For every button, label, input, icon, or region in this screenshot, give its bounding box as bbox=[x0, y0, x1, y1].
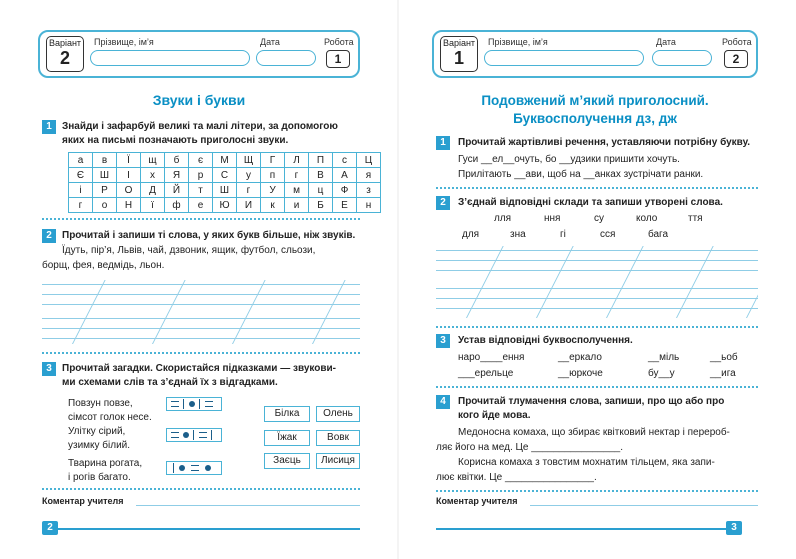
teacher-comment-label: Коментар учителя bbox=[42, 496, 124, 506]
riddle-line: узимку білий. bbox=[68, 440, 131, 451]
teacher-comment-field[interactable] bbox=[136, 505, 360, 506]
letter-cell[interactable]: Ї bbox=[117, 153, 141, 168]
letter-cell[interactable]: р bbox=[189, 168, 213, 183]
variant-box bbox=[46, 36, 84, 72]
divider bbox=[436, 386, 758, 388]
letter-cell[interactable]: ї bbox=[141, 198, 165, 213]
variant-label: Варіант bbox=[48, 38, 82, 48]
syllable[interactable]: ння bbox=[544, 213, 561, 224]
letter-cell[interactable]: В bbox=[309, 168, 333, 183]
answer-card[interactable]: Їжак bbox=[264, 430, 310, 446]
letter-cell[interactable]: н bbox=[357, 198, 381, 213]
variant-number: 1 bbox=[453, 48, 464, 68]
variant-label: Варіант bbox=[442, 38, 476, 48]
name-label: Прізвище, ім’я bbox=[94, 37, 154, 47]
divider bbox=[42, 218, 360, 220]
letter-cell[interactable]: Б bbox=[309, 198, 333, 213]
letter-cell[interactable]: с bbox=[333, 153, 357, 168]
letter-cell[interactable]: Е bbox=[333, 198, 357, 213]
letter-cell[interactable]: у bbox=[237, 168, 261, 183]
syllable[interactable]: коло bbox=[636, 213, 658, 224]
task-instruction: Прочитай і запиши ті слова, у яких букв більше, ніж звуків. bbox=[62, 230, 356, 241]
definition-line: Корисна комаха з товстим мохнатим тільцем, яка запи- bbox=[458, 457, 715, 468]
page-subtitle: Буквосполучення дз, дж bbox=[513, 111, 677, 126]
task-number: 3 bbox=[42, 362, 56, 376]
task-instruction: Прочитай жартівливі речення, уставляючи потрібну букву. bbox=[458, 137, 751, 148]
task-number: 2 bbox=[436, 196, 450, 210]
fill-word: __ьоб bbox=[710, 352, 738, 363]
name-field[interactable] bbox=[90, 50, 250, 66]
task-instruction: ми схемами слів та з’єднай їх з відгадками. bbox=[62, 377, 278, 388]
fill-word: наро____ення bbox=[458, 352, 525, 363]
syllable[interactable]: су bbox=[594, 213, 604, 224]
name-field[interactable] bbox=[484, 50, 644, 66]
letter-cell[interactable]: Ц bbox=[357, 153, 381, 168]
fill-word: __ига bbox=[710, 368, 736, 379]
letter-grid-row bbox=[69, 198, 381, 213]
teacher-comment-field[interactable] bbox=[530, 505, 758, 506]
answer-card[interactable]: Білка bbox=[264, 406, 310, 422]
task-number: 4 bbox=[436, 395, 450, 409]
letter-cell[interactable]: Я bbox=[165, 168, 189, 183]
letter-cell[interactable]: г bbox=[69, 198, 93, 213]
fill-word: __міль bbox=[648, 352, 680, 363]
letter-cell[interactable]: в bbox=[93, 153, 117, 168]
letter-cell[interactable]: т bbox=[189, 183, 213, 198]
letter-cell[interactable]: ц bbox=[309, 183, 333, 198]
letter-cell[interactable]: Н bbox=[117, 198, 141, 213]
letter-cell[interactable]: Й bbox=[165, 183, 189, 198]
sound-scheme bbox=[166, 397, 222, 411]
divider bbox=[436, 187, 758, 189]
sound-scheme bbox=[166, 461, 222, 475]
letter-cell[interactable]: и bbox=[285, 198, 309, 213]
fill-word: ___ерельце bbox=[458, 368, 514, 379]
page-number: 3 bbox=[726, 521, 742, 535]
syllable[interactable]: сся bbox=[600, 229, 616, 240]
letter-cell[interactable]: я bbox=[357, 168, 381, 183]
letter-cell[interactable]: И bbox=[237, 198, 261, 213]
letter-cell[interactable]: а bbox=[69, 153, 93, 168]
letter-grid bbox=[68, 152, 381, 213]
letter-cell[interactable]: С bbox=[213, 168, 237, 183]
answer-card[interactable]: Лисиця bbox=[316, 453, 360, 469]
variant-box bbox=[440, 36, 478, 72]
task-number: 1 bbox=[436, 136, 450, 150]
syllable[interactable]: ття bbox=[688, 213, 703, 224]
teacher-comment-label: Коментар учителя bbox=[436, 496, 518, 506]
letter-cell[interactable]: п bbox=[261, 168, 285, 183]
letter-cell[interactable]: П bbox=[309, 153, 333, 168]
variant-number: 2 bbox=[59, 48, 70, 68]
letter-cell[interactable]: г bbox=[237, 183, 261, 198]
task-instruction: яких на письмі позначають приголосні звуки. bbox=[62, 135, 289, 146]
work-label: Робота bbox=[722, 37, 752, 47]
page-title: Подовжений м’який приголосний. bbox=[481, 93, 709, 108]
footer-rule bbox=[436, 528, 726, 530]
exercise-line: Прилітають __ави, щоб на __анках зустрічати ранки. bbox=[458, 169, 704, 180]
divider bbox=[436, 326, 758, 328]
task-instruction: Прочитай загадки. Скористайся підказками — звукови- bbox=[62, 363, 337, 374]
divider bbox=[42, 488, 360, 490]
letter-cell[interactable]: Ш bbox=[93, 168, 117, 183]
sound-scheme bbox=[166, 428, 222, 442]
letter-cell[interactable]: г bbox=[285, 168, 309, 183]
letter-grid-row bbox=[69, 153, 381, 168]
student-header bbox=[38, 30, 360, 78]
work-number: 2 bbox=[724, 50, 748, 68]
task-instruction: кого йде мова. bbox=[458, 410, 531, 421]
task-number: 2 bbox=[42, 229, 56, 243]
right-page bbox=[398, 0, 796, 559]
date-label: Дата bbox=[656, 37, 676, 47]
fill-word: __еркало bbox=[558, 352, 602, 363]
date-label: Дата bbox=[260, 37, 280, 47]
letter-cell[interactable]: е bbox=[189, 198, 213, 213]
riddle-line: сімсот голок несе. bbox=[68, 412, 152, 423]
letter-cell[interactable]: Ф bbox=[333, 183, 357, 198]
writing-lines[interactable] bbox=[436, 246, 758, 318]
letter-cell[interactable]: Ю bbox=[213, 198, 237, 213]
fill-word: __юркоче bbox=[558, 368, 603, 379]
date-field[interactable] bbox=[652, 50, 712, 66]
date-field[interactable] bbox=[256, 50, 316, 66]
riddle-line: Повзун повзе, bbox=[68, 398, 133, 409]
task-instruction: З’єднай відповідні склади та запиши утворені слова. bbox=[458, 197, 723, 208]
letter-cell[interactable]: Ш bbox=[213, 183, 237, 198]
footer-rule bbox=[58, 528, 360, 530]
task-instruction: Устав відповідні буквосполучення. bbox=[458, 335, 633, 346]
student-header bbox=[432, 30, 758, 78]
definition-line: ляє його на мед. Це ________________. bbox=[436, 442, 624, 453]
letter-cell[interactable]: м bbox=[285, 183, 309, 198]
divider bbox=[436, 490, 758, 492]
letter-cell[interactable]: х bbox=[141, 168, 165, 183]
answer-card[interactable]: Олень bbox=[316, 406, 360, 422]
letter-grid-row bbox=[69, 168, 381, 183]
definition-line: лює квітки. Це ________________. bbox=[436, 472, 597, 483]
syllable[interactable]: лля bbox=[494, 213, 512, 224]
syllable[interactable]: гі bbox=[560, 229, 566, 240]
name-label: Прізвище, ім’я bbox=[488, 37, 548, 47]
letter-cell[interactable]: з bbox=[357, 183, 381, 198]
task-number: 3 bbox=[436, 334, 450, 348]
letter-cell[interactable]: М bbox=[213, 153, 237, 168]
letter-cell[interactable]: Г bbox=[261, 153, 285, 168]
letter-cell[interactable]: Є bbox=[69, 168, 93, 183]
syllable[interactable]: бага bbox=[648, 229, 669, 240]
letter-cell[interactable]: Д bbox=[141, 183, 165, 198]
syllable[interactable]: зна bbox=[510, 229, 526, 240]
letter-cell[interactable]: б bbox=[165, 153, 189, 168]
letter-cell[interactable]: О bbox=[117, 183, 141, 198]
answer-card[interactable]: Вовк bbox=[316, 430, 360, 446]
letter-cell[interactable]: Р bbox=[93, 183, 117, 198]
letter-cell[interactable]: Щ bbox=[237, 153, 261, 168]
letter-cell[interactable]: є bbox=[189, 153, 213, 168]
fill-word: бу__у bbox=[648, 368, 675, 379]
task-instruction: Знайди і зафарбуй великі та малі літери, за допомогою bbox=[62, 121, 338, 132]
word-list: борщ, фея, ведмідь, льон. bbox=[42, 260, 165, 271]
page-title: Звуки і букви bbox=[152, 92, 246, 108]
riddle-line: Улітку сірий, bbox=[68, 426, 126, 437]
letter-cell[interactable]: о bbox=[93, 198, 117, 213]
task-number: 1 bbox=[42, 120, 56, 134]
page-number: 2 bbox=[42, 521, 58, 535]
letter-cell[interactable]: А bbox=[333, 168, 357, 183]
letter-cell[interactable]: к bbox=[261, 198, 285, 213]
letter-grid-row bbox=[69, 183, 381, 198]
writing-lines[interactable] bbox=[42, 280, 360, 344]
riddle-line: і рогів багато. bbox=[68, 472, 131, 483]
task-instruction: Прочитай тлумачення слова, запиши, про що або про bbox=[458, 396, 725, 407]
work-label: Робота bbox=[324, 37, 354, 47]
letter-cell[interactable]: ф bbox=[165, 198, 189, 213]
definition-line: Медоносна комаха, що збирає квітковий нектар і перероб- bbox=[458, 427, 730, 438]
exercise-line: Гуси __ел__очуть, бо __удзики пришити хочуть. bbox=[458, 154, 680, 165]
letter-cell[interactable]: щ bbox=[141, 153, 165, 168]
answer-card[interactable]: Заєць bbox=[264, 453, 310, 469]
letter-cell[interactable]: і bbox=[69, 183, 93, 198]
letter-cell[interactable]: Л bbox=[285, 153, 309, 168]
syllable[interactable]: для bbox=[462, 229, 480, 240]
letter-cell[interactable]: У bbox=[261, 183, 285, 198]
word-list: Їдуть, пір’я, Львів, чай, дзвоник, ящик, футбол, сльози, bbox=[62, 245, 316, 256]
letter-cell[interactable]: І bbox=[117, 168, 141, 183]
riddle-line: Тварина рогата, bbox=[68, 458, 143, 469]
work-number: 1 bbox=[326, 50, 350, 68]
divider bbox=[42, 352, 360, 354]
